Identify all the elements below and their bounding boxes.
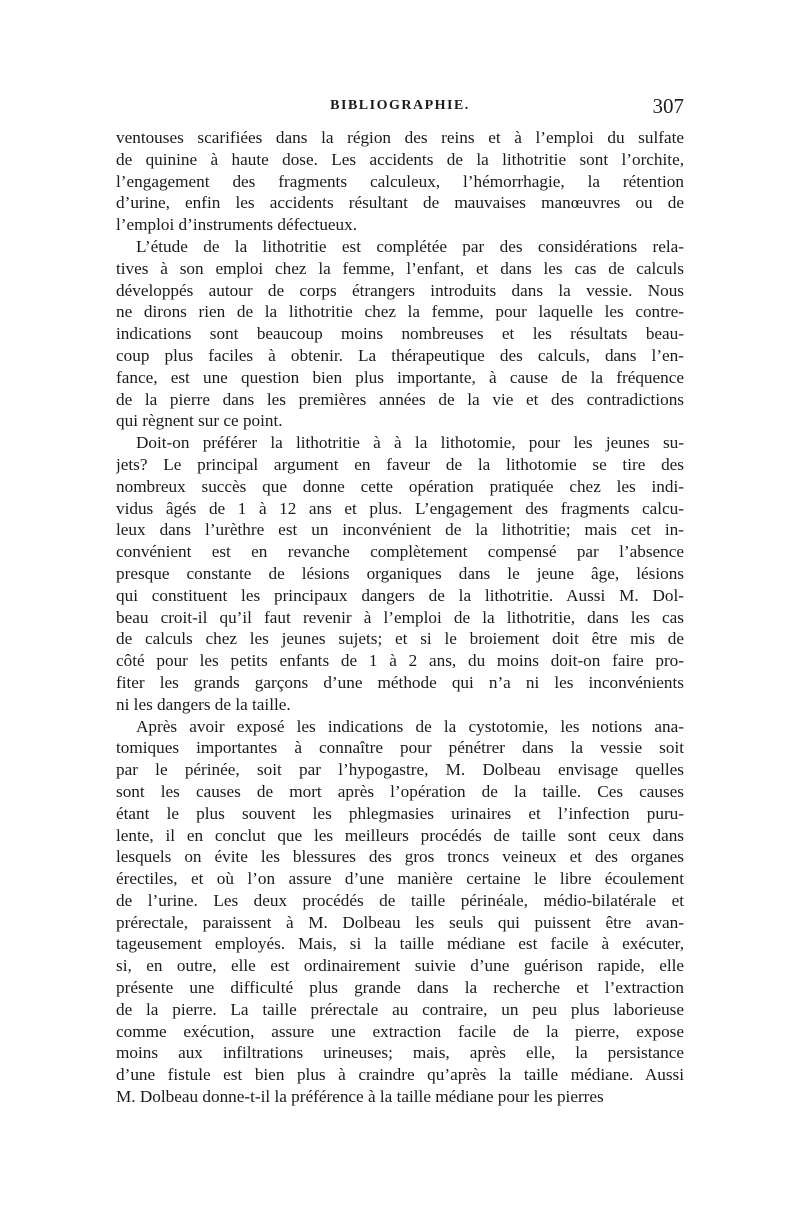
text-line: jets? Le principal argument en faveur de la lithotomie se tire des (116, 454, 684, 474)
text-line: érectiles, et où l’on assure d’une manière certaine le libre écoulement (116, 869, 684, 889)
text-line: d’urine, enfin les accidents résultant de mauvaises manœuvres ou de (116, 193, 684, 213)
text-line: convénient est en revanche complètement compensé par l’absence (116, 542, 684, 562)
text-line: de l’urine. Les deux procédés de taille périnéale, médio-bilatérale et (116, 890, 684, 910)
text-line: de calculs chez les jeunes sujets; et si le broiement doit être mis de (116, 629, 684, 649)
text-line: presque constante de lésions organiques dans le jeune âge, lésions (116, 563, 684, 583)
text-line: d’une fistule est bien plus à craindre qu’après la taille médiane. Aussi (116, 1065, 684, 1085)
text-line: l’engagement des fragments calculeux, l’hémorrhagie, la rétention (116, 171, 684, 191)
text-line: nombreux succès que donne cette opération pratiquée chez les indi- (116, 476, 684, 496)
text-line: étant le plus souvent les phlegmasies urinaires et l’infection puru- (116, 803, 684, 823)
running-title: BIBLIOGRAPHIE. (330, 98, 470, 113)
text-line: si, en outre, elle est ordinairement suivie d’une guérison rapide, elle (116, 956, 684, 976)
text-line: qui constituent les principaux dangers de la lithotritie. Aussi M. Dol- (116, 585, 684, 605)
text-line: sont les causes de mort après l’opération de la taille. Ces causes (116, 781, 684, 801)
page-number: 307 (652, 94, 684, 118)
text-line: Après avoir exposé les indications de la cystotomie, les notions ana- (136, 716, 684, 736)
text-line: de la pierre. La taille prérectale au contraire, un peu plus laborieuse (116, 999, 684, 1019)
text-line: qui règnent sur ce point. (116, 411, 283, 431)
text-line: l’emploi d’instruments défectueux. (116, 215, 358, 235)
text-line: côté pour les petits enfants de 1 à 2 ans, du moins doit-on faire pro- (116, 651, 684, 671)
text-line: lesquels on évite les blessures des gros troncs veineux et des organes (116, 847, 684, 867)
text-line: ventouses scarifiées dans la région des reins et à l’emploi du sulfate (116, 128, 684, 147)
text-line: Doit-on préférer la lithotritie à à la lithotomie, pour les jeunes su- (136, 433, 684, 453)
text-line: ne dirons rien de la lithotritie chez la femme, pour laquelle les contre- (116, 302, 684, 322)
text-line: vidus âgés de 1 à 12 ans et plus. L’engagement des fragments calcu- (116, 498, 684, 518)
text-line: par le périnée, soit par l’hypogastre, M. Dolbeau envisage quelles (116, 760, 684, 780)
text-line: fiter les grands garçons d’une méthode qui n’a ni les inconvénients (116, 672, 684, 692)
body-text (116, 127, 684, 1108)
text-line: M. Dolbeau donne-t-il la préférence à la taille médiane pour les pierres (116, 1087, 604, 1107)
text-line: de la pierre dans les premières années de la vie et des contradictions (116, 389, 684, 409)
text-line: de quinine à haute dose. Les accidents de la lithotritie sont l’orchite, (116, 149, 684, 169)
text-line: tives à son emploi chez la femme, l’enfant, et dans les cas de calculs (116, 258, 684, 278)
text-line: indications sont beaucoup moins nombreuses et les résultats beau- (116, 324, 684, 344)
text-line: lente, il en conclut que les meilleurs procédés de taille sont ceux dans (116, 825, 684, 845)
page-header (116, 94, 684, 124)
text-line: présente une difficulté plus grande dans la recherche et l’extraction (116, 978, 684, 998)
text-line: comme exécution, assure une extraction facile de la pierre, expose (116, 1021, 684, 1041)
text-line: tomiques importantes à connaître pour pénétrer dans la vessie soit (116, 738, 684, 758)
text-line: L’étude de la lithotritie est complétée par des considérations rela- (136, 236, 684, 256)
text-line: coup plus faciles à obtenir. La thérapeutique des calculs, dans l’en- (116, 345, 684, 365)
text-line: développés autour de corps étrangers introduits dans la vessie. Nous (116, 280, 684, 300)
text-line: tageusement employés. Mais, si la taille médiane est facile à exécuter, (116, 934, 684, 954)
text-line: fance, est une question bien plus importante, à cause de la fréquence (116, 367, 684, 387)
text-line: moins aux infiltrations urineuses; mais, après elle, la persistance (116, 1043, 684, 1063)
text-line: beau croit-il qu’il faut revenir à l’emploi de la lithotritie, dans les cas (116, 607, 684, 627)
text-line: leux dans l’urèthre est un inconvénient de la lithotritie; mais cet in- (116, 520, 684, 540)
text-line: prérectale, paraissent à M. Dolbeau les seuls qui puissent être avan- (116, 912, 684, 932)
text-line: ni les dangers de la taille. (116, 694, 291, 714)
